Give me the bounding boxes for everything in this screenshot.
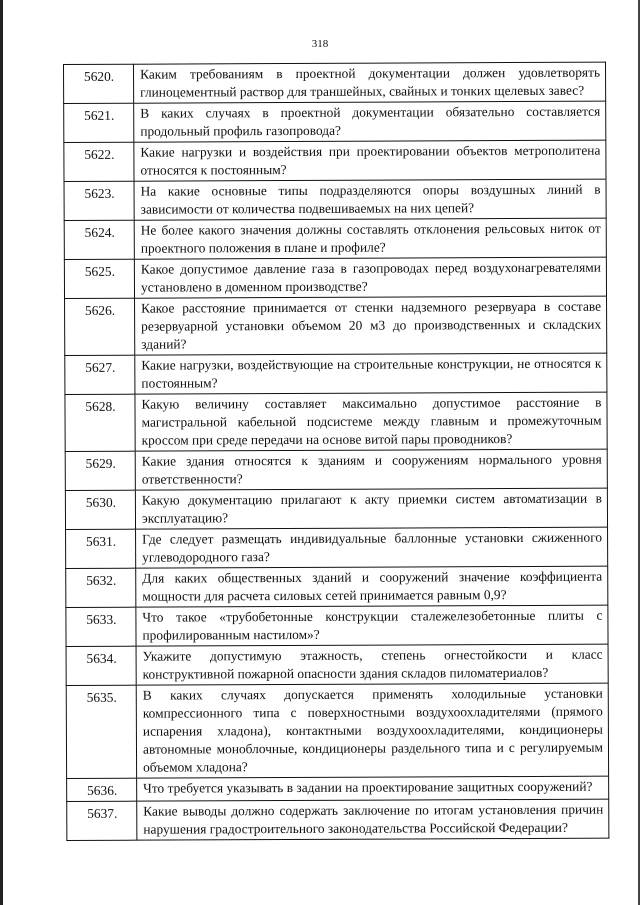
question-number: 5632.: [66, 568, 136, 607]
question-text: Какие нагрузки и воздействия при проектировании объектов метрополитена относятся к постоянным?: [134, 140, 606, 181]
question-text: В каких случаях в проектной документации обязательно составляется продольный профиль газопровода?: [134, 101, 606, 142]
question-row: [64, 101, 606, 142]
question-text: Какие здания относятся к зданиям и сооружениям нормального уровня ответственности?: [135, 449, 607, 490]
question-text: На какие основные типы подразделяются опоры воздушных линий в зависимости от количества подвешиваемых на них цепей?: [134, 179, 606, 220]
question-number: 5631.: [66, 529, 136, 568]
question-row: [65, 392, 607, 451]
question-row: [65, 296, 607, 355]
question-number: 5629.: [65, 451, 135, 490]
question-number: 5624.: [64, 220, 134, 259]
question-row: [66, 527, 608, 568]
question-text: В каких случаях допускается применять холодильные установки компрессионного типа с поверхностными воздухоохладителями (прямого испарения хладона), контактными воздухоохладителями, кондиционеры автономные моноблочные, кондиционеры раздельного типа и с регулируемым объемом хладона?: [136, 683, 608, 778]
question-row: [64, 218, 606, 259]
question-number: 5630.: [65, 490, 135, 529]
question-number: 5621.: [64, 103, 134, 142]
question-row: [64, 62, 606, 103]
question-number: 5625.: [64, 259, 134, 298]
question-row: [65, 488, 607, 529]
question-number: 5636.: [67, 778, 137, 801]
question-row: [64, 257, 606, 298]
question-text: Какое допустимое давление газа в газопроводах перед воздухонагревателями установлено в доменном производстве?: [134, 257, 606, 298]
question-number: 5628.: [65, 394, 135, 451]
question-text: Укажите допустимую этажность, степень огнестойкости и класс конструктивной пожарной опасности здания складов пиломатериалов?: [136, 644, 608, 685]
question-row: [65, 353, 607, 394]
question-row: [67, 799, 609, 840]
question-text: Какие нагрузки, воздействующие на строительные конструкции, не относятся к постоянным?: [135, 353, 607, 394]
question-text: Что такое «трубобетонные конструкции сталежелезобетонные плиты с профилированным настилом»?: [136, 605, 608, 646]
question-row: [67, 776, 609, 801]
question-text: Какое расстояние принимается от стенки надземного резервуара в составе резервуарной установки объемом 20 м3 до производственных и складских зданий?: [135, 296, 607, 355]
question-text: Какие выводы должно содержать заключение по итогам установления причин нарушения градостроительного законодательства Российской Федерации?: [137, 799, 609, 840]
questions-table: [63, 62, 609, 841]
page-number: 318: [311, 38, 329, 50]
question-row: [66, 644, 608, 685]
question-text: Какую документацию прилагают к акту приемки систем автоматизации в эксплуатацию?: [135, 488, 607, 529]
question-number: 5622.: [64, 142, 134, 181]
question-number: 5623.: [64, 181, 134, 220]
question-row: [66, 683, 608, 778]
question-text: Какую величину составляет максимально допустимое расстояние в магистральной кабельной подсистеме между главным и промежуточным кроссом при среде передачи на основе витой пары проводников?: [135, 392, 607, 451]
scan-edge: [0, 0, 3, 905]
question-row: [66, 566, 608, 607]
question-row: [64, 179, 606, 220]
questions-table-body: [64, 62, 609, 840]
question-row: [65, 449, 607, 490]
question-row: [64, 140, 606, 181]
question-number: 5635.: [66, 685, 136, 778]
question-text: Не более какого значения должны составлять отклонения рельсовых ниток от проектного положения в плане и профиле?: [134, 218, 606, 259]
question-number: 5626.: [65, 298, 135, 355]
question-number: 5627.: [65, 355, 135, 394]
question-text: Каким требованиям в проектной документации должен удовлетворять глиноцементный раствор для траншейных, свайных и тонких щелевых завес?: [134, 62, 606, 103]
question-number: 5620.: [64, 64, 134, 103]
question-number: 5633.: [66, 607, 136, 646]
question-text: Что требуется указывать в задании на проектирование защитных сооружений?: [137, 776, 609, 801]
question-number: 5637.: [67, 801, 137, 840]
question-text: Для каких общественных зданий и сооружений значение коэффициента мощности для расчета силовых сетей принимается равным 0,9?: [136, 566, 608, 607]
question-number: 5634.: [66, 646, 136, 685]
question-text: Где следует размещать индивидуальные баллонные установки сжиженного углеводородного газа?: [136, 527, 608, 568]
question-row: [66, 605, 608, 646]
